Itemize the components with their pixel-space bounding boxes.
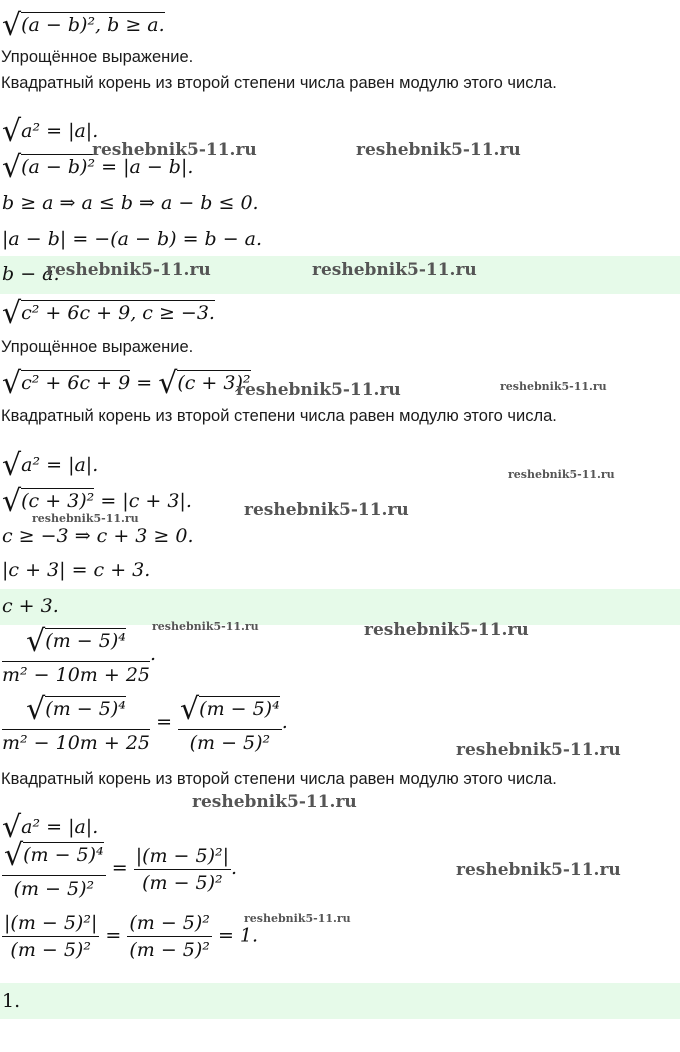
watermark: reshebnik5-11.ru [152, 620, 259, 633]
rule-text: Квадратный корень из второй степени числа равен модулю этого числа. [1, 407, 557, 425]
rule-text: Квадратный корень из второй степени числа равен модулю этого числа. [1, 74, 557, 92]
watermark: reshebnik5-11.ru [508, 468, 615, 481]
watermark: reshebnik5-11.ru [244, 912, 351, 925]
rule-text: Квадратный корень из второй степени числа равен модулю этого числа. [1, 770, 557, 788]
watermark: reshebnik5-11.ru [46, 260, 211, 280]
rule-formula: √a² = |a|. [2, 448, 99, 483]
watermark: reshebnik5-11.ru [500, 380, 607, 393]
step-3: |c + 3| = c + 3. [2, 559, 151, 581]
step-1: √(a − b)² = |a − b|. [2, 150, 194, 185]
answer-1: b − a. [2, 263, 60, 285]
step-2: b ≥ a ⇒ a ≤ b ⇒ a − b ≤ 0. [2, 192, 259, 214]
answer-2: c + 3. [2, 595, 59, 617]
watermark: reshebnik5-11.ru [312, 260, 477, 280]
step-1: √(c + 3)² = |c + 3|. [2, 484, 192, 519]
simplified-label: Упрощённое выражение. [1, 48, 194, 66]
equation-3: $\frac{\text{√(m − 5)⁴}}{\text{(m − 5)²}}$ = $\frac{\text{|(m − 5)²|}}{\text{(m − 5)²}}$ . [4, 838, 238, 900]
answer-band-3 [0, 983, 680, 1019]
equation-2: $\frac{\text{√(m − 5)⁴}}{\text{m² − 10m + 25}}$ = $\frac{\text{√(m − 5)⁴}}{\text{(m − 5)²}}$ . [2, 692, 288, 754]
step-3: |a − b| = −(a − b) = b − a. [2, 228, 263, 250]
watermark: reshebnik5-11.ru [92, 140, 257, 160]
problem-3-expression: $\frac{\text{√(m − 5)⁴}}{\text{m² − 10m + 25}}$ . [2, 624, 157, 686]
watermark: reshebnik5-11.ru [32, 512, 139, 525]
answer-3: 1. [2, 990, 21, 1012]
answer-band-2 [0, 589, 680, 625]
watermark: reshebnik5-11.ru [236, 380, 401, 400]
watermark: reshebnik5-11.ru [244, 500, 409, 520]
watermark: reshebnik5-11.ru [364, 620, 529, 640]
rule-formula: √a² = |a|. [2, 114, 99, 149]
step-2: c ≥ −3 ⇒ c + 3 ≥ 0. [2, 525, 194, 547]
watermark: reshebnik5-11.ru [456, 740, 621, 760]
simplified-label: Упрощённое выражение. [1, 338, 194, 356]
problem-2-expression: √c² + 6c + 9, c ≥ −3. [2, 296, 215, 331]
watermark: reshebnik5-11.ru [456, 860, 621, 880]
equation-4: $\frac{\text{|(m − 5)²|}}{\text{(m − 5)²}}$ = $\frac{\text{(m − 5)²}}{\text{(m − 5)²}}$ = 1. [4, 912, 259, 961]
watermark: reshebnik5-11.ru [356, 140, 521, 160]
rule-formula: √a² = |a|. [2, 810, 99, 845]
problem-1-expression: √(a − b)², b ≥ a. [2, 8, 165, 43]
watermark: reshebnik5-11.ru [192, 792, 357, 812]
identity: √c² + 6c + 9 = √(c + 3)² [2, 366, 251, 401]
